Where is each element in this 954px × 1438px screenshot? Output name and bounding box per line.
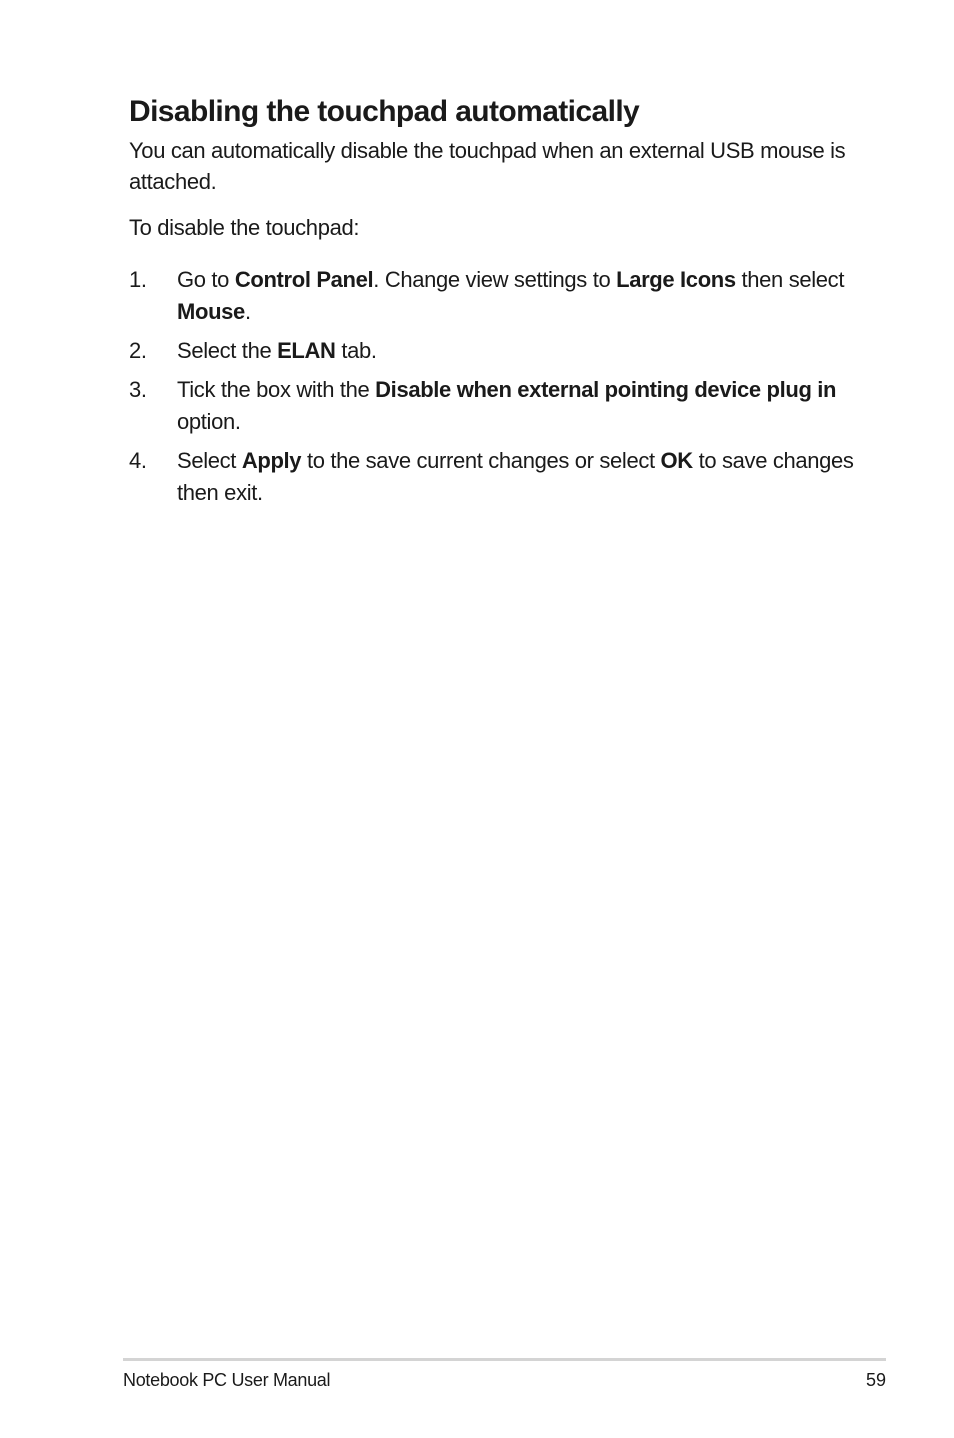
text-run: . Change view settings to xyxy=(373,267,617,292)
step-text xyxy=(177,267,844,324)
text-run: Select the xyxy=(177,338,278,363)
step-item-1 xyxy=(129,264,859,328)
step-item-3 xyxy=(129,374,859,438)
footer-manual-title: Notebook PC User Manual xyxy=(123,1370,331,1390)
emphasis-term: Large Icons xyxy=(616,267,736,292)
step-item-4 xyxy=(129,445,859,509)
emphasis-term: Mouse xyxy=(177,299,245,324)
text-run: to save changes then exit. xyxy=(177,448,854,505)
step-text xyxy=(177,377,836,434)
steps-list xyxy=(129,264,859,516)
steps-lead: To disable the touchpad: xyxy=(129,215,360,240)
step-number: 4. xyxy=(129,448,147,473)
text-run: Go to xyxy=(177,267,235,292)
emphasis-term: ELAN xyxy=(277,338,336,363)
text-run: . xyxy=(244,299,251,324)
text-run: then select xyxy=(735,267,845,292)
emphasis-term: OK xyxy=(660,448,693,473)
text-run: Select xyxy=(177,448,242,473)
emphasis-term: Disable when external pointing device plug in xyxy=(375,377,837,402)
intro-paragraph: You can automatically disable the touchpad when an external USB mouse is attached. xyxy=(129,138,846,194)
step-text xyxy=(177,338,377,363)
text-run: option. xyxy=(177,409,241,434)
step-item-2 xyxy=(129,335,859,367)
step-number: 1. xyxy=(129,267,147,292)
step-number: 3. xyxy=(129,377,147,402)
text-run: Tick the box with the xyxy=(177,377,376,402)
step-number: 2. xyxy=(129,338,147,363)
footer-page-number: 59 xyxy=(865,1370,886,1390)
text-run: to the save current changes or select xyxy=(301,448,661,473)
emphasis-term: Control Panel xyxy=(234,267,374,292)
footer-divider xyxy=(123,1358,886,1361)
text-run: tab. xyxy=(335,338,377,363)
emphasis-term: Apply xyxy=(241,448,302,473)
section-heading: Disabling the touchpad automatically xyxy=(129,95,640,128)
step-text xyxy=(177,448,854,505)
